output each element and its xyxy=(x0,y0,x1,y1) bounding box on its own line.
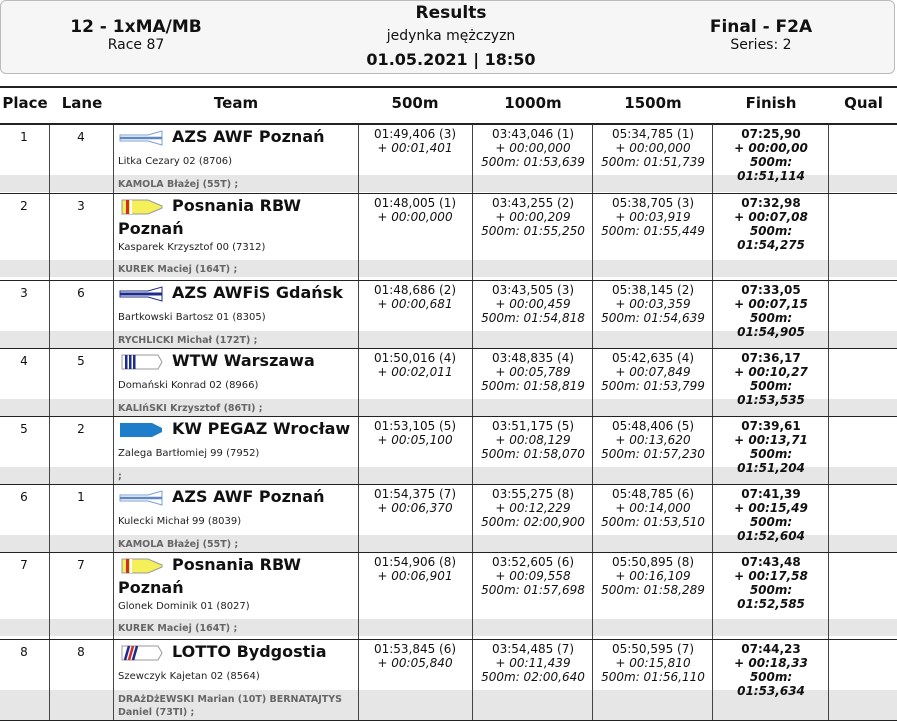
col-lane: Lane xyxy=(61,94,103,112)
split-1500m xyxy=(594,283,712,325)
coach-name xyxy=(118,178,238,191)
column-divider xyxy=(472,553,473,640)
split-500m xyxy=(358,642,472,670)
split-1000m-time: 03:54,485 (7) xyxy=(491,642,575,656)
column-divider xyxy=(113,349,114,417)
team-name-line1: AZS AWF Poznań xyxy=(172,127,325,146)
team-cell xyxy=(118,281,358,346)
finish-time-time: 07:33,05 xyxy=(741,283,801,297)
split-1000m xyxy=(474,642,592,684)
column-divider xyxy=(828,281,829,349)
split-500m xyxy=(358,419,472,447)
split-500m-gap: + 00:00,000 xyxy=(377,210,453,224)
lane-cell: 1 xyxy=(77,490,85,504)
lane-cell: 7 xyxy=(77,558,85,572)
col-qual: Qual xyxy=(844,94,883,112)
lane-cell: 5 xyxy=(77,354,85,368)
finish-time-time: 07:32,98 xyxy=(741,196,801,210)
finish-time xyxy=(714,196,828,252)
split-1500m-gap: + 00:14,000 xyxy=(615,501,691,515)
finish-time-gap: + 00:00,00 xyxy=(734,141,808,155)
finish-time xyxy=(714,487,828,543)
team-name-line1: Posnania RBW xyxy=(172,196,301,215)
split-1500m xyxy=(594,196,712,238)
split-500m-gap: + 00:00,681 xyxy=(377,297,453,311)
team-cell xyxy=(118,553,358,634)
finish-time-gap: + 00:17,58 xyxy=(734,569,808,583)
split-1000m-pace: 500m: 01:55,250 xyxy=(481,224,585,238)
team-name-line1: AZS AWFiS Gdańsk xyxy=(172,283,343,302)
column-divider xyxy=(828,553,829,640)
finish-time-time: 07:39,61 xyxy=(741,419,801,433)
col-1500m: 1500m xyxy=(624,94,682,112)
header-top-rule xyxy=(0,86,897,88)
split-500m-time: 01:48,005 (1) xyxy=(373,196,457,210)
rower-name: Kulecki Michał 99 (8039) xyxy=(118,516,242,527)
finish-time-pace: 500m: 01:51,204 xyxy=(737,447,805,475)
page-subtitle: jedynka mężczyzn xyxy=(386,28,516,44)
coach-name xyxy=(118,334,257,347)
team-cell xyxy=(118,417,358,482)
split-1000m-pace: 500m: 01:57,698 xyxy=(481,583,585,597)
lane-cell: 4 xyxy=(77,130,85,144)
split-1000m-time: 03:52,605 (6) xyxy=(491,555,575,569)
team-cell xyxy=(118,194,358,275)
split-1500m-time: 05:50,595 (7) xyxy=(611,642,695,656)
split-1500m-pace: 500m: 01:56,110 xyxy=(601,670,705,684)
finish-time-pace: 500m: 01:53,634 xyxy=(737,670,805,698)
column-divider xyxy=(113,417,114,485)
col-500m: 500m xyxy=(391,94,439,112)
rower-name: Zalega Bartłomiej 99 (7952) xyxy=(118,448,260,459)
place-cell: 2 xyxy=(20,199,28,213)
phase-block xyxy=(681,17,841,54)
split-1500m-gap: + 00:16,109 xyxy=(615,569,691,583)
finish-time-pace: 500m: 01:51,114 xyxy=(737,155,805,183)
split-1000m-gap: + 00:09,558 xyxy=(495,569,571,583)
split-500m-time: 01:48,686 (2) xyxy=(373,283,457,297)
team-cell xyxy=(118,640,358,718)
finish-time-gap: + 00:07,15 xyxy=(734,297,808,311)
column-divider xyxy=(472,125,473,194)
finish-time-time: 07:41,39 xyxy=(741,487,801,501)
table-row xyxy=(0,194,897,281)
finish-time-pace: 500m: 01:54,905 xyxy=(737,311,805,339)
club-blade-icon xyxy=(118,421,164,439)
col-team: Team xyxy=(213,94,259,112)
team-name-line1: KW PEGAZ Wrocław xyxy=(172,419,351,438)
finish-time-gap: + 00:15,49 xyxy=(734,501,808,515)
split-1000m xyxy=(474,419,592,461)
split-500m-gap: + 00:06,901 xyxy=(377,569,453,583)
rower-name: Bartkowski Bartosz 01 (8305) xyxy=(118,312,266,323)
finish-time-pace: 500m: 01:53,535 xyxy=(737,379,805,407)
split-1000m-gap: + 00:12,229 xyxy=(495,501,571,515)
place-cell: 3 xyxy=(20,286,28,300)
split-1500m-gap: + 00:03,359 xyxy=(615,297,691,311)
lane-cell: 6 xyxy=(77,286,85,300)
column-divider xyxy=(472,194,473,281)
split-1500m-pace: 500m: 01:58,289 xyxy=(601,583,705,597)
split-1000m-time: 03:43,505 (3) xyxy=(491,283,575,297)
column-divider xyxy=(472,349,473,417)
place-cell: 5 xyxy=(20,422,28,436)
club-blade-icon xyxy=(118,489,164,507)
coach-line1: ; xyxy=(118,471,122,482)
split-1500m-pace: 500m: 01:57,230 xyxy=(601,447,705,461)
column-divider xyxy=(472,485,473,553)
column-divider xyxy=(592,125,593,194)
split-500m xyxy=(358,196,472,224)
finish-time-time: 07:25,90 xyxy=(741,127,801,141)
column-divider xyxy=(113,281,114,349)
finish-time xyxy=(714,283,828,339)
club-blade-icon xyxy=(118,353,164,371)
split-500m-gap: + 00:05,840 xyxy=(377,656,453,670)
column-divider xyxy=(712,640,713,721)
rower-name: Kasparek Krzysztof 00 (7312) xyxy=(118,242,266,253)
club-blade-icon xyxy=(118,129,164,147)
club-blade-icon xyxy=(118,285,164,303)
rower-name: Litka Cezary 02 (8706) xyxy=(118,156,233,167)
coach-line1: KUREK Maciej (164T) ; xyxy=(118,264,238,275)
finish-time-gap: + 00:10,27 xyxy=(734,365,808,379)
split-1000m-gap: + 00:00,000 xyxy=(495,141,571,155)
split-1000m-pace: 500m: 01:58,819 xyxy=(481,379,585,393)
finish-time-pace: 500m: 01:54,275 xyxy=(737,224,805,252)
split-1500m xyxy=(594,487,712,529)
column-divider xyxy=(828,640,829,721)
lane-cell: 2 xyxy=(77,422,85,436)
team-name-line1: WTW Warszawa xyxy=(172,351,315,370)
coach-line1: DRAżDżEWSKI Marian (10T) BERNATAJTYS xyxy=(118,694,342,705)
column-divider xyxy=(113,553,114,640)
place-cell: 6 xyxy=(20,490,28,504)
column-divider xyxy=(592,194,593,281)
rower-name: Glonek Dominik 01 (8027) xyxy=(118,601,250,612)
split-1000m-pace: 500m: 02:00,900 xyxy=(481,515,585,529)
split-500m xyxy=(358,127,472,155)
table-row xyxy=(0,349,897,417)
split-500m-gap: + 00:05,100 xyxy=(377,433,453,447)
split-1500m-gap: + 00:03,919 xyxy=(615,210,691,224)
split-500m-time: 01:54,906 (8) xyxy=(373,555,457,569)
coach-name xyxy=(118,622,237,635)
column-divider xyxy=(712,194,713,281)
table-row xyxy=(0,417,897,485)
team-cell xyxy=(118,485,358,550)
split-1000m xyxy=(474,351,592,393)
col-place: Place xyxy=(2,94,48,112)
event-name: 12 - 1xMA/MB xyxy=(70,17,202,37)
race-series: Series: 2 xyxy=(730,37,792,53)
split-1500m xyxy=(594,642,712,684)
coach-line2: Daniel (73TI) ; xyxy=(118,707,195,718)
place-cell: 7 xyxy=(20,558,28,572)
split-1000m-pace: 500m: 01:58,070 xyxy=(481,447,585,461)
split-500m-time: 01:49,406 (3) xyxy=(373,127,457,141)
coach-name xyxy=(118,538,238,551)
column-divider xyxy=(712,125,713,194)
finish-time xyxy=(714,351,828,407)
finish-time-time: 07:43,48 xyxy=(741,555,801,569)
finish-time xyxy=(714,642,828,698)
split-500m-gap: + 00:02,011 xyxy=(377,365,453,379)
column-divider xyxy=(113,194,114,281)
column-divider xyxy=(712,349,713,417)
club-blade-icon xyxy=(118,557,164,575)
race-datetime: 01.05.2021 | 18:50 xyxy=(366,50,536,69)
table-row xyxy=(0,640,897,721)
table-row xyxy=(0,125,897,194)
team-name-line2: Poznań xyxy=(118,578,184,597)
split-1500m-time: 05:48,406 (5) xyxy=(611,419,695,433)
place-cell: 4 xyxy=(20,354,28,368)
finish-time-gap: + 00:07,08 xyxy=(734,210,808,224)
split-1500m-gap: + 00:15,810 xyxy=(615,656,691,670)
team-name-line1: LOTTO Bydgostia xyxy=(172,642,327,661)
column-divider xyxy=(712,553,713,640)
table-row xyxy=(0,485,897,553)
split-1500m xyxy=(594,351,712,393)
column-divider xyxy=(712,281,713,349)
column-divider xyxy=(472,417,473,485)
split-500m-gap: + 00:06,370 xyxy=(377,501,453,515)
column-divider xyxy=(592,281,593,349)
split-1500m-time: 05:34,785 (1) xyxy=(611,127,695,141)
split-500m-time: 01:50,016 (4) xyxy=(373,351,457,365)
split-1500m-pace: 500m: 01:53,510 xyxy=(601,515,705,529)
column-divider xyxy=(592,640,593,721)
column-divider xyxy=(592,485,593,553)
split-1500m-pace: 500m: 01:53,799 xyxy=(601,379,705,393)
split-1000m-pace: 500m: 01:54,818 xyxy=(481,311,585,325)
column-divider xyxy=(828,194,829,281)
page-title: Results xyxy=(415,3,487,23)
coach-line1: KAMOLA Błażej (55T) ; xyxy=(118,179,239,190)
split-500m-time: 01:54,375 (7) xyxy=(373,487,457,501)
column-divider xyxy=(712,417,713,485)
column-divider xyxy=(712,485,713,553)
split-1000m-time: 03:48,835 (4) xyxy=(491,351,575,365)
coach-name xyxy=(118,263,237,276)
split-1000m-gap: + 00:05,789 xyxy=(495,365,571,379)
split-1500m-pace: 500m: 01:55,449 xyxy=(601,224,705,238)
split-1000m-time: 03:51,175 (5) xyxy=(491,419,575,433)
column-divider xyxy=(113,125,114,194)
finish-time xyxy=(714,127,828,183)
split-1500m-gap: + 00:13,620 xyxy=(615,433,691,447)
coach-name xyxy=(118,693,342,719)
column-divider xyxy=(828,125,829,194)
team-name-line1: AZS AWF Poznań xyxy=(172,487,325,506)
finish-time-pace: 500m: 01:52,585 xyxy=(737,583,805,611)
split-1000m-time: 03:55,275 (8) xyxy=(491,487,575,501)
split-1500m-time: 05:38,145 (2) xyxy=(611,283,695,297)
team-name-line2: Poznań xyxy=(118,219,184,238)
split-1000m-gap: + 00:11,439 xyxy=(495,656,571,670)
split-1500m-pace: 500m: 01:51,739 xyxy=(601,155,705,169)
split-500m-time: 01:53,845 (6) xyxy=(373,642,457,656)
column-divider xyxy=(828,349,829,417)
team-name-line1: Posnania RBW xyxy=(172,555,301,574)
column-divider xyxy=(472,281,473,349)
split-1000m-time: 03:43,255 (2) xyxy=(491,196,575,210)
finish-time-gap: + 00:13,71 xyxy=(734,433,808,447)
table-row xyxy=(0,553,897,640)
split-1000m-gap: + 00:00,209 xyxy=(495,210,571,224)
finish-time xyxy=(714,555,828,611)
split-1000m-pace: 500m: 01:53,639 xyxy=(481,155,585,169)
split-1500m-time: 05:42,635 (4) xyxy=(611,351,695,365)
split-1500m-time: 05:38,705 (3) xyxy=(611,196,695,210)
lane-cell: 8 xyxy=(77,645,85,659)
split-1500m-time: 05:50,895 (8) xyxy=(611,555,695,569)
coach-name xyxy=(118,470,122,483)
col-1000m: 1000m xyxy=(504,94,562,112)
title-block xyxy=(331,3,571,69)
split-1000m xyxy=(474,487,592,529)
split-1000m xyxy=(474,196,592,238)
column-divider xyxy=(472,640,473,721)
coach-line1: KALIńSKI Krzysztof (86TI) ; xyxy=(118,403,263,414)
team-cell xyxy=(118,349,358,414)
place-cell: 8 xyxy=(20,645,28,659)
split-500m xyxy=(358,351,472,379)
split-1000m-gap: + 00:00,459 xyxy=(495,297,571,311)
col-finish: Finish xyxy=(745,94,797,112)
race-number: Race 87 xyxy=(107,37,165,53)
coach-name xyxy=(118,402,263,415)
table-row xyxy=(0,281,897,349)
split-500m-time: 01:53,105 (5) xyxy=(373,419,457,433)
race-phase: Final - F2A xyxy=(709,17,813,37)
split-1000m xyxy=(474,127,592,169)
club-blade-icon xyxy=(118,644,164,662)
results-header xyxy=(0,0,895,74)
split-1000m-time: 03:43,046 (1) xyxy=(491,127,575,141)
split-1500m xyxy=(594,127,712,169)
place-cell: 1 xyxy=(20,130,28,144)
split-500m xyxy=(358,487,472,515)
column-divider xyxy=(113,485,114,553)
rower-name: Szewczyk Kajetan 02 (8564) xyxy=(118,671,260,682)
column-divider xyxy=(592,349,593,417)
column-divider xyxy=(592,417,593,485)
column-divider xyxy=(828,417,829,485)
column-divider xyxy=(113,640,114,721)
lane-cell: 3 xyxy=(77,199,85,213)
column-headers xyxy=(0,88,897,122)
coach-line1: KAMOLA Błażej (55T) ; xyxy=(118,539,239,550)
finish-time-time: 07:44,23 xyxy=(741,642,801,656)
club-blade-icon xyxy=(118,198,164,216)
split-1500m-gap: + 00:07,849 xyxy=(615,365,691,379)
column-divider xyxy=(592,553,593,640)
split-1500m-pace: 500m: 01:54,639 xyxy=(601,311,705,325)
split-1500m-gap: + 00:00,000 xyxy=(615,141,691,155)
split-500m xyxy=(358,283,472,311)
split-1000m xyxy=(474,555,592,597)
event-block xyxy=(61,17,211,54)
column-divider xyxy=(828,485,829,553)
split-1000m-gap: + 00:08,129 xyxy=(495,433,571,447)
split-1000m xyxy=(474,283,592,325)
finish-time-gap: + 00:18,33 xyxy=(734,656,808,670)
team-cell xyxy=(118,125,358,190)
split-1500m xyxy=(594,419,712,461)
coach-line1: RYCHLICKI Michał (172T) ; xyxy=(118,335,258,346)
split-500m xyxy=(358,555,472,583)
split-1500m xyxy=(594,555,712,597)
finish-time-pace: 500m: 01:52,604 xyxy=(737,515,805,543)
split-1500m-time: 05:48,785 (6) xyxy=(611,487,695,501)
finish-time xyxy=(714,419,828,475)
rower-name: Domański Konrad 02 (8966) xyxy=(118,380,259,391)
split-500m-gap: + 00:01,401 xyxy=(377,141,453,155)
finish-time-time: 07:36,17 xyxy=(741,351,801,365)
split-1000m-pace: 500m: 02:00,640 xyxy=(481,670,585,684)
coach-line1: KUREK Maciej (164T) ; xyxy=(118,623,238,634)
